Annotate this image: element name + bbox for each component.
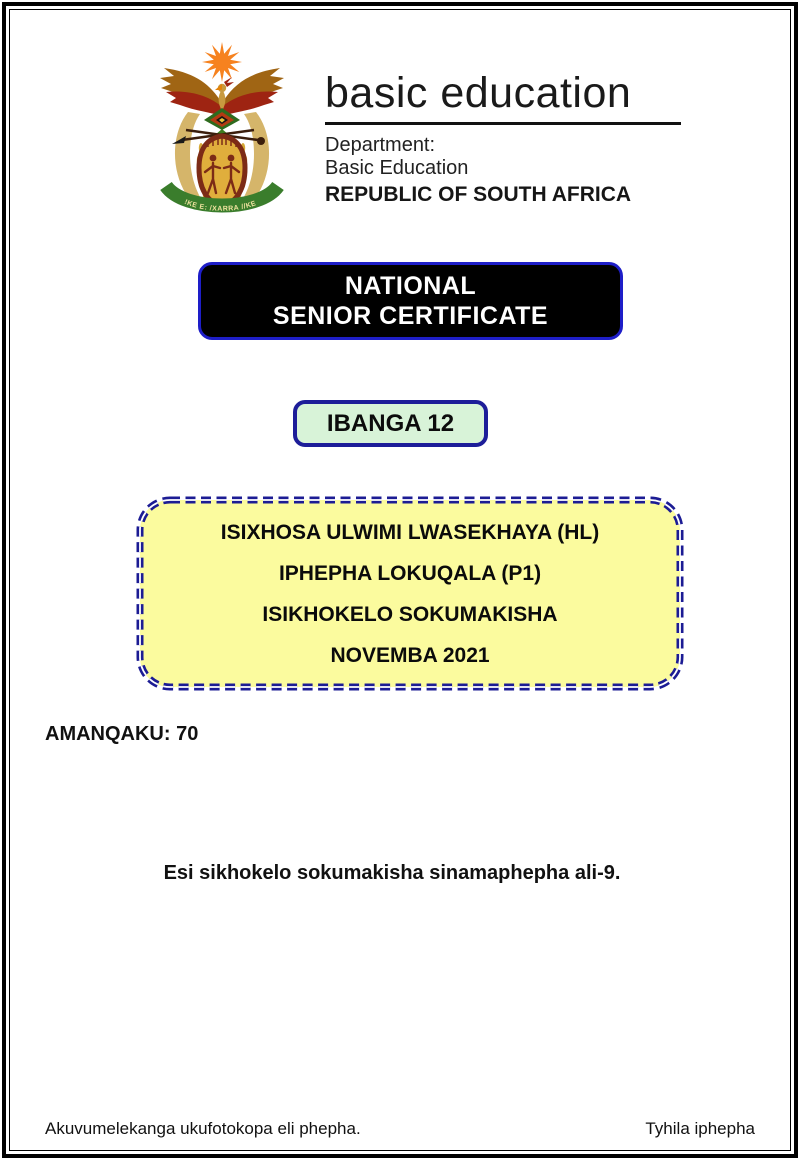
marks-label: AMANQAKU: 70 [45, 723, 199, 745]
department-header [325, 70, 695, 207]
exam-subject-title: ISIXHOSA ULWIMI LWASEKHAYA (HL) [220, 521, 600, 544]
country-name: REPUBLIC OF SOUTH AFRICA [325, 182, 632, 206]
certificate-banner [198, 262, 623, 340]
certificate-banner-line-2: SENIOR CERTIFICATE [272, 302, 549, 330]
exam-guide-type: ISIKHOKELO SOKUMAKISHA [262, 603, 558, 626]
exam-paper-number: IPHEPHA LOKUQALA (P1) [278, 562, 542, 585]
exam-title-box [134, 494, 686, 693]
wordmark: basic education [325, 69, 632, 117]
logo-motto-text: !KE E: /XARRA //KE [183, 198, 258, 213]
pages-note: Esi sikhokelo sokumakisha sinamaphepha ali-9. [163, 862, 621, 884]
copyright-note: Akuvumelekanga ukufotokopa eli phepha. [45, 1119, 361, 1138]
grade-badge-label: IBANGA 12 [326, 409, 455, 437]
department-name: Basic Education [325, 157, 469, 180]
exam-session-date: NOVEMBA 2021 [330, 644, 490, 667]
certificate-banner-line-1: NATIONAL [344, 271, 477, 300]
sa-coat-of-arms-logo [146, 36, 298, 230]
department-label: Department: [325, 134, 436, 157]
logo-shield-icon [199, 136, 245, 208]
logo-sun-icon [202, 42, 242, 82]
turn-over-note: Tyhila iphepha [645, 1119, 755, 1138]
grade-badge [293, 400, 488, 447]
wordmark-underline [325, 122, 681, 125]
